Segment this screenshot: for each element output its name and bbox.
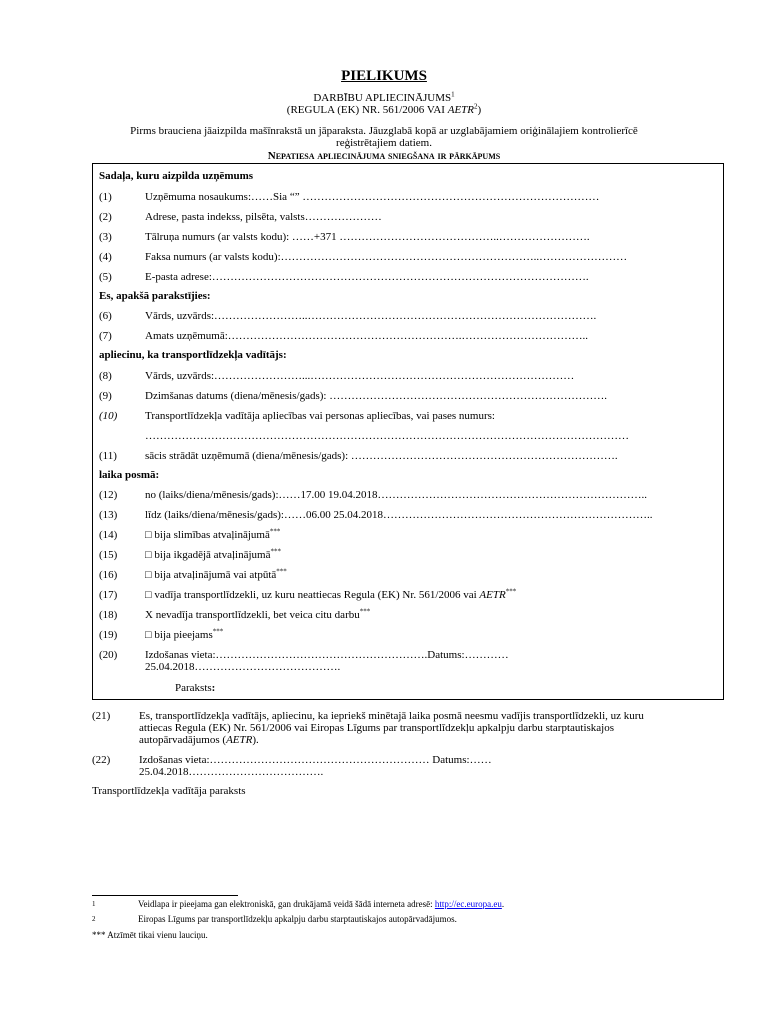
leave-or-rest-checkbox[interactable]: □ bija atvaļinājumā vai atpūtā*** bbox=[145, 567, 287, 581]
company-signature-field[interactable]: Paraksts: bbox=[175, 682, 216, 694]
license-number-label: Transportlīdzekļa vadītāja apliecības vai personas apliecības, vai pases numurs: bbox=[145, 410, 495, 422]
regulation-subtitle: (REGULA (EK) NR. 561/2006 VAI AETR$^2$) bbox=[286, 102, 482, 116]
intro-instructions: Pirms brauciena jāaizpilda mašīnrakstā un jāparaksta. Jāuzglabā kopā ar uzglabājamiem oriģinālajiem kontrolierīcē reģistrētajiem datiem. bbox=[130, 125, 638, 149]
footnote-divider bbox=[92, 895, 238, 896]
section-company-heading: Sadaļa, kuru aizpilda uzņēmums bbox=[99, 170, 254, 182]
document-title: PIELIKUMS bbox=[341, 68, 427, 84]
section-signed-heading: Es, apakšā parakstījies: bbox=[99, 290, 211, 302]
employment-start-field[interactable]: sācis strādāt uzņēmumā (diena/mēnesis/gads): ………………………………………………………………. bbox=[145, 450, 618, 462]
footnote-3: *** Atzīmēt tikai vienu lauciņu. bbox=[92, 930, 208, 940]
sick-leave-checkbox[interactable]: □ bija slimības atvaļinājumā*** bbox=[145, 527, 281, 541]
address-field[interactable]: Adrese, pasta indekss, pilsēta, valsts………………… bbox=[145, 211, 382, 223]
driver-issue-place-date: (22) Izdošanas vieta:…………………………………………………… Datums:…… 25.04.2018………………………………. bbox=[92, 754, 692, 782]
exempt-vehicle-checkbox[interactable]: □ vadīja transportlīdzekli, uz kuru neattiecas Regula (EK) Nr. 561/2006 vai AETR*** bbox=[145, 587, 517, 601]
period-from-field[interactable]: no (laiks/diena/mēnesis/gads):……17.00 19.04.2018……………………………………………………………….. bbox=[145, 489, 647, 501]
available-checkbox[interactable]: □ bija pieejams*** bbox=[145, 627, 224, 641]
period-to-field[interactable]: līdz (laiks/diena/mēnesis/gads):……06.00 25.04.2018……………………………………………………………….. bbox=[145, 509, 653, 521]
driver-declaration: (21) Es, transportlīdzekļa vadītājs, apliecinu, ka iepriekš minētajā laika posmā neesmu vadījis transportlīdzekli, uz kuru attiecas Regula (EK) Nr. 561/2006 vai Eiropas Līgums par transportlīdzekļu apkalpju darbu starptautiskajos autopārvadājumos (AETR). bbox=[92, 710, 644, 746]
annual-leave-checkbox[interactable]: □ bija ikgadējā atvaļinājumā*** bbox=[145, 547, 281, 561]
false-statement-warning: Nepatiesa apliecinājuma sniegšana ir pārkāpums bbox=[267, 150, 501, 162]
driver-issue-place-field[interactable]: Izdošanas vieta:…………………………………………………… Datums:…… 25.04.2018………………………………. bbox=[139, 754, 492, 778]
issue-place-date-field[interactable]: Izdošanas vieta:………………………………………………….Datums:………… bbox=[145, 649, 509, 661]
driver-signature-label: Transportlīdzekļa vadītāja paraksts bbox=[92, 785, 246, 797]
section-period-heading: laika posmā: bbox=[99, 469, 160, 481]
fax-field[interactable]: Faksa numurs (ar valsts kodu):……………………………………………………………..…………………… bbox=[145, 251, 628, 263]
license-number-field[interactable]: …………………………………………………………………………………………………………………… bbox=[145, 430, 629, 442]
other-work-checkbox[interactable]: X nevadīja transportlīdzekli, bet veica citu darbu*** bbox=[145, 607, 371, 621]
issue-date-value[interactable]: 25.04.2018…………………………………. bbox=[145, 661, 341, 673]
section-driver-heading: apliecinu, ka transportlīdzekļa vadītājs: bbox=[99, 349, 287, 361]
signer-name-field[interactable]: Vārds, uzvārds:……………………..……………………………………………………………………. bbox=[145, 310, 597, 322]
driver-name-field[interactable]: Vārds, uzvārds:……………………...……………………………………………………………… bbox=[145, 370, 575, 382]
signer-position-field[interactable]: Amats uzņēmumā:……………………………………………………….…………………………….. bbox=[145, 330, 589, 342]
company-name-field[interactable]: Uzņēmuma nosaukums:……Sia “” ……………………………………………………………………… bbox=[145, 191, 600, 203]
document-page: PIELIKUMS DARBĪBU APLIECINĀJUMS$^1$ (REGULA (EK) NR. 561/2006 VAI AETR$^2$) Pirms brauciena jāaizpilda mašīnrakstā un jāparaksta. Jāuzglabā kopā ar uzglabājamiem oriģinālajiem kontrolierīcē reģistrētajiem datiem. Nepatiesa apliecinājuma sniegšana ir pārkāpums Sadaļa, kuru aizpilda uzņēmums (1) Uzņēmuma nosaukums:……Sia “” ……………………………………………………………………… (2) Adrese, pasta indekss, pilsēta, valsts………………… (3) Tālruņa numurs (ar valsts kodu): ……+371 ……………………………………..……………………. (4) Faksa numurs (ar valsts kodu):……………………………………………………………..…………………… (5) E-pasta adrese:…………………………………………………………………………………………. Es, apakšā parakstījies: (6) Vārds, uzvārds:……………………..……………………………………………………………………. (7) Amats uzņēmumā:……………………………………………………….…………………………….. apliecinu, ka transportlīdzekļa vadītājs: (8) Vārds, uzvārds:……………………...……………………………………………………………… (9) Dzimšanas datums (diena/mēnesis/gads): …………………………………………………………………. (10) Transportlīdzekļa vadītāja apliecības vai personas apliecības, vai pases numurs: …………………………………………………………………………………………………………………… (11) sācis strādāt uzņēmumā (diena/mēnesis/gads): ………………………………………………………………. laika posmā: (12) no (laiks/diena/mēnesis/gads):……17.00 19.04.2018……………………………………………………………….. (13) līdz (laiks/diena/mēnesis/gads):……06.00 25.04.2018……………………………………………………………….. (14) □ bija slimības atvaļinājumā*** (15) □ bija ikgadējā atvaļinājumā*** (16) □ bija atvaļinājumā vai atpūtā*** (17) □ vadīja transportlīdzekli, uz kuru neattiecas Regula (EK) Nr. 561/2006 vai AETR*** (18) X nevadīja transportlīdzekli, bet veica citu darbu*** (19) □ bija pieejams*** (20) Izdošanas vieta:………………………………………………….Datums:………… 25.04.2018…………………………………. Paraksts: (21) Es, transportlīdzekļa vadītājs, apliecinu, ka iepriekš minētajā laika posmā neesmu vadījis transportlīdzekli, uz kuru attiecas Regula (EK) Nr. 561/2006 vai Eiropas Līgums par transportlīdzekļu apkalpju darbu starptautiskajos autopārvadājumos (AETR). (22) Izdošanas vieta:…………………………………………………… Datums:…… 25.04.2018………………………………. Transportlīdzekļa vadītāja paraksts 1 Veidlapa ir pieejama gan elektroniskā, gan drukājamā veidā šādā interneta adresē: http://ec.europa.eu. 2 Eiropas Līgums par transportlīdzekļu apkalpju darbu starptautiskajos autopārvadājumos. *** Atzīmēt tikai vienu lauciņu. bbox=[0, 0, 768, 1024]
document-subtitle: DARBĪBU APLIECINĀJUMS$^1$ bbox=[313, 90, 455, 104]
birth-date-field[interactable]: Dzimšanas datums (diena/mēnesis/gads): …………………………………………………………………. bbox=[145, 390, 607, 402]
email-field[interactable]: E-pasta adrese:…………………………………………………………………………………………. bbox=[145, 271, 589, 283]
europa-link[interactable]: http://ec.europa.eu bbox=[434, 899, 502, 909]
phone-field[interactable]: Tālruņa numurs (ar valsts kodu): ……+371 ……………………………………..……………………. bbox=[145, 231, 590, 243]
